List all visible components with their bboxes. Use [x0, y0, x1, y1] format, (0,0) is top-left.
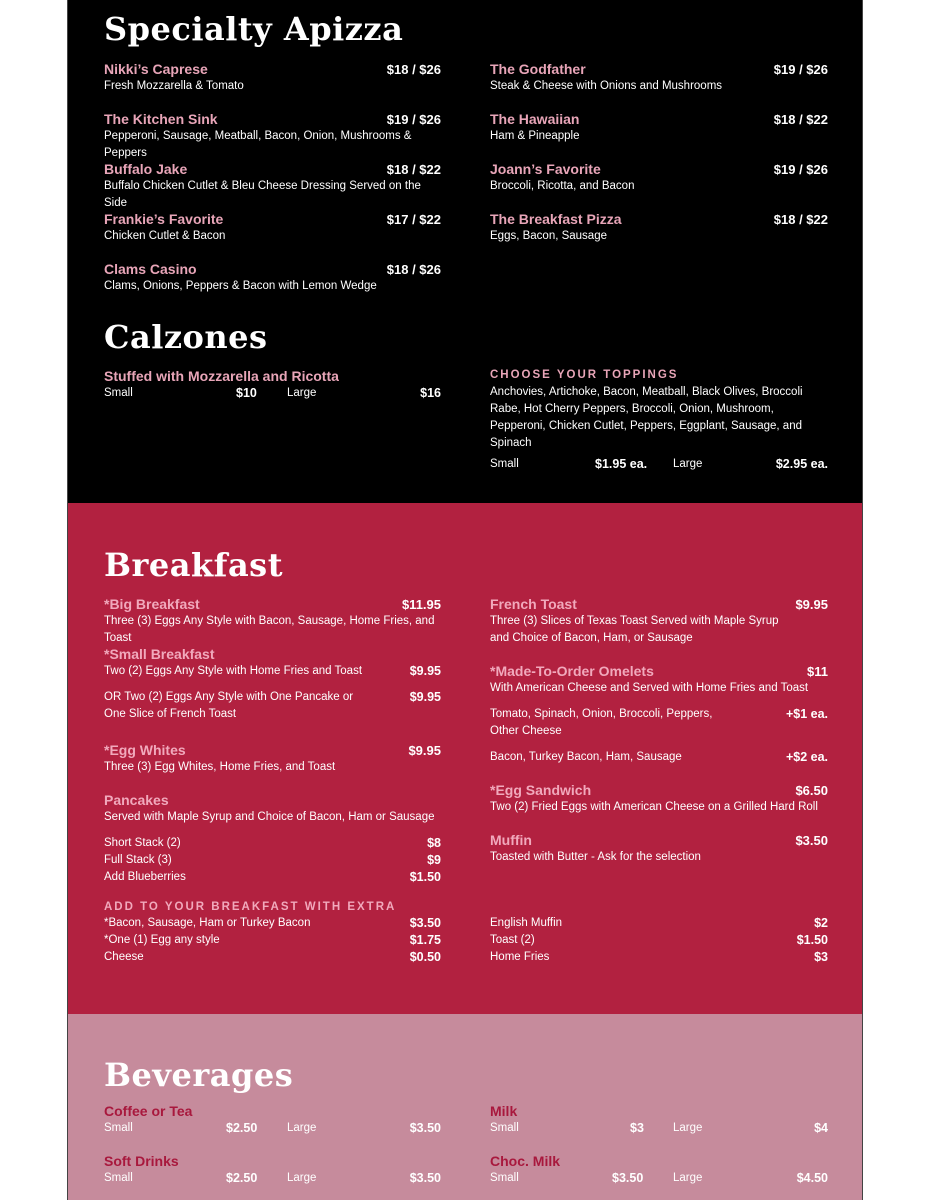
line-price: $9 [427, 853, 441, 867]
size-prices [490, 1120, 828, 1137]
item-name: *Small Breakfast [104, 646, 215, 662]
large-price: $4 [814, 1121, 828, 1135]
small-label: Small [104, 387, 133, 399]
small-label: Small [104, 1122, 133, 1134]
small-label: Small [104, 1172, 133, 1184]
item-description: Buffalo Chicken Cutlet & Bleu Cheese Dressing Served on the Side [104, 180, 421, 209]
large-label: Large [287, 1122, 317, 1134]
small-price: $3 [630, 1121, 644, 1135]
price-line [104, 663, 441, 680]
line-label: English Muffin [490, 917, 563, 929]
menu-item [104, 211, 441, 245]
sides-block [490, 915, 828, 966]
item-name: Joann’s Favorite [490, 161, 601, 177]
menu-item [490, 832, 828, 866]
calzone-sizes [104, 385, 441, 402]
item-name: Soft Drinks [104, 1153, 179, 1169]
large-price: $2.95 ea. [775, 457, 828, 471]
item-description: Two (2) Fried Eggs with American Cheese on a Grilled Hard Roll [490, 801, 818, 813]
item-price: $19 / $26 [386, 112, 441, 127]
line-price: $8 [427, 836, 441, 850]
extras-block [104, 900, 441, 966]
menu-item [104, 61, 441, 95]
item-name: The Hawaiian [490, 111, 580, 127]
large-price: $16 [420, 386, 441, 400]
menu-item [490, 596, 828, 647]
toppings-block [490, 368, 828, 473]
menu-page [67, 0, 863, 1200]
item-name: Muffin [490, 832, 532, 848]
beverages-left-column [104, 1103, 441, 1193]
large-price: $3.50 [409, 1121, 441, 1135]
price-line [490, 949, 828, 966]
line-label: Full Stack (3) [104, 854, 172, 866]
menu-item [104, 1103, 441, 1137]
size-prices [104, 1120, 441, 1137]
menu-item [104, 161, 441, 212]
beverages-title: Beverages [104, 1056, 294, 1094]
large-label: Large [287, 387, 317, 399]
line-price: $2 [814, 916, 828, 930]
line-label: Two (2) Eggs Any Style with Home Fries and Toast [104, 665, 363, 677]
large-label: Large [287, 1172, 317, 1184]
line-label: Bacon, Turkey Bacon, Ham, Sausage [490, 751, 682, 763]
item-description: Steak & Cheese with Onions and Mushrooms [490, 80, 723, 92]
item-price: $18 / $26 [386, 62, 441, 77]
item-description: Pepperoni, Sausage, Meatball, Bacon, Onion, Mushrooms & Peppers [104, 130, 412, 159]
calzones-block [104, 368, 441, 402]
line-price: $1.50 [409, 870, 441, 884]
line-label: Tomato, Spinach, Onion, Broccoli, Peppers, Other Cheese [490, 708, 713, 737]
line-price: $3.50 [409, 916, 441, 930]
line-price: $3 [814, 950, 828, 964]
menu-item [490, 61, 828, 95]
small-price: $10 [236, 386, 257, 400]
price-line [104, 915, 441, 932]
menu-item [490, 782, 828, 816]
item-description: Fresh Mozzarella & Tomato [104, 80, 244, 92]
item-description: Served with Maple Syrup and Choice of Bacon, Ham or Sausage [104, 811, 435, 823]
item-name: *Egg Whites [104, 742, 186, 758]
price-line [104, 852, 441, 869]
item-price: $18 / $22 [386, 162, 441, 177]
toppings-sizes [490, 456, 828, 473]
item-name: French Toast [490, 596, 577, 612]
line-price: $1.75 [409, 933, 441, 947]
price-line [104, 869, 441, 886]
item-price: $19 / $26 [773, 62, 828, 77]
menu-item [104, 1153, 441, 1187]
extras-caption: ADD TO YOUR BREAKFAST WITH EXTRA [104, 901, 397, 913]
item-price: $18 / $26 [386, 262, 441, 277]
item-price: $17 / $22 [386, 212, 441, 227]
item-name: Clams Casino [104, 261, 197, 277]
item-price: $9.95 [795, 597, 828, 612]
item-name: Buffalo Jake [104, 161, 188, 177]
menu-item [104, 261, 441, 295]
large-price: $4.50 [796, 1171, 828, 1185]
menu-item [490, 1153, 828, 1187]
calzones-title: Calzones [104, 318, 268, 356]
item-description: Toasted with Butter - Ask for the selection [490, 851, 701, 863]
line-label: *Bacon, Sausage, Ham or Turkey Bacon [104, 917, 311, 929]
line-label: *One (1) Egg any style [104, 934, 220, 946]
price-line [490, 915, 828, 932]
item-description: Three (3) Eggs Any Style with Bacon, Sausage, Home Fries, and Toast [104, 615, 435, 644]
specialty-title: Specialty Apizza [104, 10, 404, 48]
item-description: Chicken Cutlet & Bacon [104, 230, 226, 242]
menu-item [490, 111, 828, 145]
breakfast-right-column [490, 596, 828, 976]
menu-item [490, 663, 828, 766]
large-price: $3.50 [409, 1171, 441, 1185]
item-price: $11 [807, 664, 828, 679]
menu-item [490, 211, 828, 245]
large-label: Large [673, 1122, 703, 1134]
item-description: Eggs, Bacon, Sausage [490, 230, 607, 242]
item-name: Pancakes [104, 792, 169, 808]
item-name: *Big Breakfast [104, 596, 200, 612]
line-price: +$2 ea. [785, 750, 828, 764]
large-label: Large [673, 458, 703, 470]
line-label: Add Blueberries [104, 871, 186, 883]
line-label: Toast (2) [490, 934, 535, 946]
item-name: Coffee or Tea [104, 1103, 193, 1119]
line-label: Cheese [104, 951, 144, 963]
size-prices [490, 1170, 828, 1187]
item-description: Three (3) Egg Whites, Home Fries, and Toast [104, 761, 336, 773]
line-price: $1.50 [796, 933, 828, 947]
small-price: $3.50 [612, 1171, 644, 1185]
line-label: OR Two (2) Eggs Any Style with One Pancake or One Slice of French Toast [104, 691, 354, 720]
breakfast-title: Breakfast [104, 546, 283, 584]
item-description: Three (3) Slices of Texas Toast Served with Maple Syrup and Choice of Bacon, Ham, or Sausage [490, 615, 779, 644]
menu-item [104, 596, 441, 647]
item-price: $3.50 [795, 833, 828, 848]
price-line [490, 749, 828, 766]
menu-item [104, 792, 441, 886]
menu-item [104, 111, 441, 162]
item-description: Ham & Pineapple [490, 130, 580, 142]
line-price: $0.50 [409, 950, 441, 964]
item-name: Choc. Milk [490, 1153, 561, 1169]
menu-item [104, 646, 441, 723]
menu-item [490, 161, 828, 195]
item-price: $11.95 [401, 597, 441, 612]
menu-item [104, 742, 441, 776]
line-price: $9.95 [409, 690, 441, 704]
line-label: Short Stack (2) [104, 837, 181, 849]
item-name: Nikki’s Caprese [104, 61, 208, 77]
specialty-section [68, 0, 862, 503]
breakfast-section [68, 503, 862, 1014]
line-price: $9.95 [409, 664, 441, 678]
item-name: The Kitchen Sink [104, 111, 218, 127]
price-line [104, 932, 441, 949]
price-line [104, 835, 441, 852]
size-prices [104, 1170, 441, 1187]
item-price: $19 / $26 [773, 162, 828, 177]
beverages-right-column [490, 1103, 828, 1193]
item-description: Broccoli, Ricotta, and Bacon [490, 180, 635, 192]
item-name: Frankie’s Favorite [104, 211, 224, 227]
price-line [490, 932, 828, 949]
item-name: *Made-To-Order Omelets [490, 663, 654, 679]
line-label: Home Fries [490, 951, 550, 963]
item-name: *Egg Sandwich [490, 782, 592, 798]
small-price: $1.95 ea. [595, 457, 648, 471]
item-name: The Breakfast Pizza [490, 211, 622, 227]
item-price: $18 / $22 [773, 112, 828, 127]
toppings-list: Anchovies, Artichoke, Bacon, Meatball, Black Olives, Broccoli Rabe, Hot Cherry Peppers, Broccoli, Onion, Mushroom, Pepperoni, Chicken Cutlet, Peppers, Eggplant, Sausage, and Spinach [490, 386, 803, 449]
breakfast-left-column [104, 596, 441, 976]
small-label: Small [490, 1122, 519, 1134]
item-description: Clams, Onions, Peppers & Bacon with Lemon Wedge [104, 280, 377, 292]
item-price: $18 / $22 [773, 212, 828, 227]
small-price: $2.50 [226, 1121, 258, 1135]
large-label: Large [673, 1172, 703, 1184]
item-name: The Godfather [490, 61, 586, 77]
small-price: $2.50 [226, 1171, 258, 1185]
item-price: $6.50 [795, 783, 828, 798]
price-line [104, 689, 441, 723]
calzone-name: Stuffed with Mozzarella and Ricotta [104, 368, 339, 384]
small-label: Small [490, 458, 519, 470]
item-name: Milk [490, 1103, 518, 1119]
price-line [490, 706, 828, 740]
toppings-caption: CHOOSE YOUR TOPPINGS [490, 369, 679, 381]
beverages-section [68, 1014, 862, 1200]
line-price: +$1 ea. [785, 707, 828, 721]
item-description: With American Cheese and Served with Home Fries and Toast [490, 682, 809, 694]
item-price: $9.95 [408, 743, 441, 758]
menu-item [490, 1103, 828, 1137]
small-label: Small [490, 1172, 519, 1184]
price-line [104, 949, 441, 966]
